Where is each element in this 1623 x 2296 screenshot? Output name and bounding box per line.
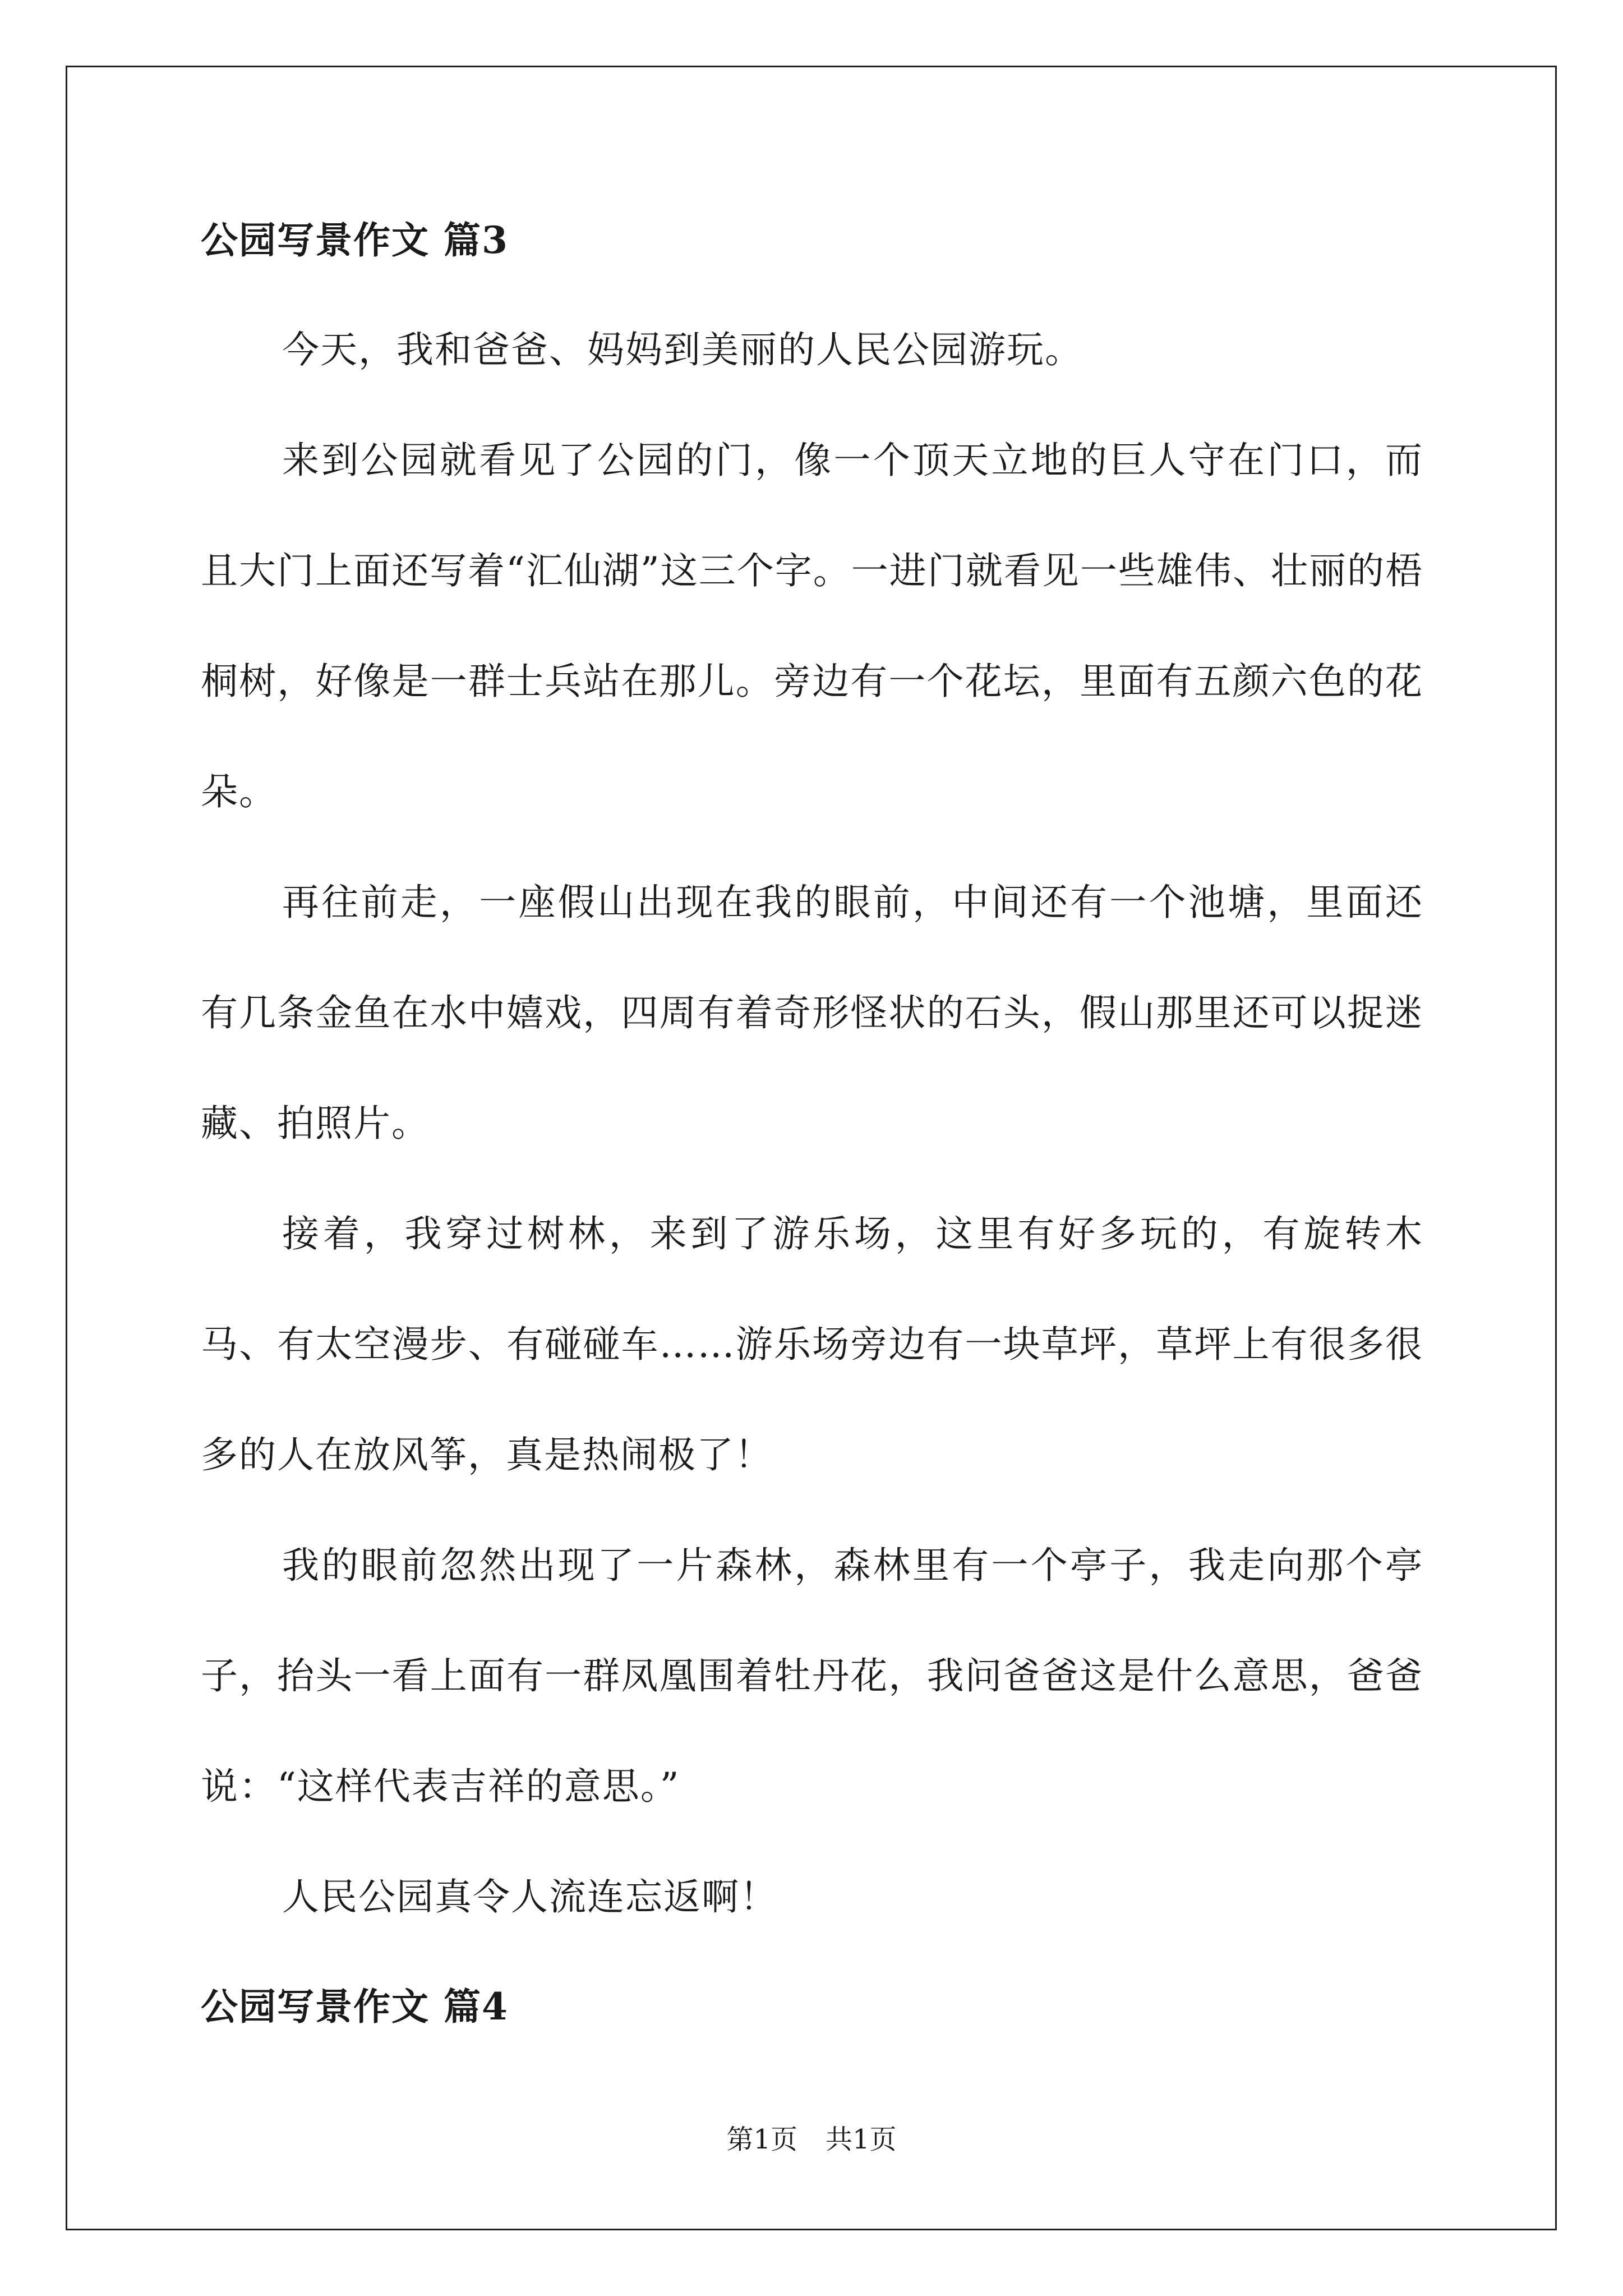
document-body bbox=[201, 218, 1423, 2028]
paragraph: 我的眼前忽然出现了一片森林，森林里有一个亭子，我走向那个亭子，抬头一看上面有一群凤凰围着牡丹花，我问爸爸这是什么意思，爸爸说：“这样代表吉祥的意思。” bbox=[201, 1544, 1423, 1808]
paragraph: 再往前走，一座假山出现在我的眼前，中间还有一个池塘，里面还有几条金鱼在水中嬉戏，四周有着奇形怪状的石头，假山那里还可以捉迷藏、拍照片。 bbox=[201, 881, 1423, 1145]
paragraph: 人民公园真令人流连忘返啊！ bbox=[282, 1875, 778, 1918]
page-footer bbox=[0, 2126, 1623, 2153]
paragraph: 今天，我和爸爸、妈妈到美丽的人民公园游玩。 bbox=[282, 328, 1083, 371]
page-total: 共1页 bbox=[826, 2124, 897, 2155]
paragraph: 接着，我穿过树林，来到了游乐场，这里有好多玩的，有旋转木马、有太空漫步、有碰碰车……游乐场旁边有一块草坪，草坪上有很多很多的人在放风筝，真是热闹极了！ bbox=[201, 1212, 1423, 1476]
section-heading: 公园写景作文 篇3 bbox=[201, 218, 509, 262]
page-number: 第1页 bbox=[726, 2124, 797, 2155]
section-heading: 公园写景作文 篇4 bbox=[201, 1985, 509, 2028]
paragraph: 来到公园就看见了公园的门，像一个顶天立地的巨人守在门口，而且大门上面还写着“汇仙湖”这三个字。一进门就看见一些雄伟、壮丽的梧桐树，好像是一群士兵站在那儿。旁边有一个花坛，里面有五颜六色的花朵。 bbox=[201, 439, 1423, 813]
